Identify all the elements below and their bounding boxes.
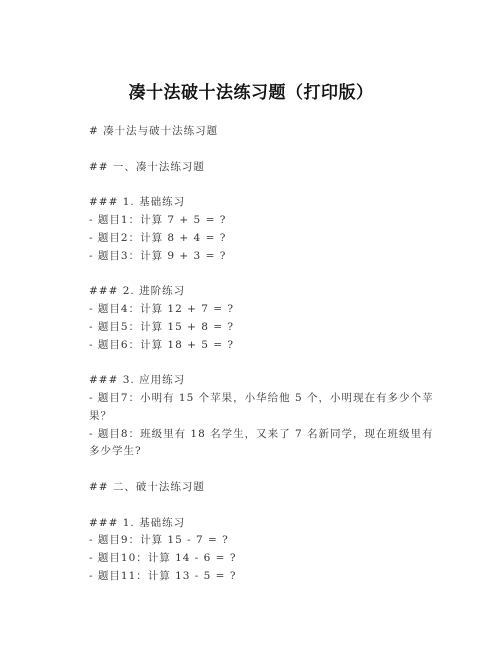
- section-heading: ## 二、破十法练习题: [89, 480, 205, 493]
- blank-line: [89, 141, 434, 159]
- exercise-item: - 题目9：计算 15 - 7 = ?: [89, 534, 229, 547]
- heading-main: # 凑十法与破十法练习题: [89, 125, 219, 137]
- exercise-item: - 题目1：计算 7 + 5 = ?: [89, 213, 227, 226]
- exercise-item: - 题目4：计算 12 + 7 = ?: [89, 302, 235, 315]
- exercise-item: - 题目2：计算 8 + 4 = ?: [89, 231, 227, 244]
- blank-line: [89, 461, 434, 479]
- blank-line: [89, 176, 434, 194]
- exercise-item: - 题目3：计算 9 + 3 = ?: [89, 249, 227, 262]
- blank-line: [89, 265, 434, 283]
- exercise-item: - 题目7：小明有 15 个苹果，小华给他 5 个，小明现在有多少个苹果？: [89, 391, 434, 422]
- blank-line: [89, 354, 434, 372]
- section-heading: ## 一、凑十法练习题: [89, 160, 205, 173]
- subsection-heading: ### 3. 应用练习: [89, 374, 186, 387]
- subsection-heading: ### 1. 基础练习: [89, 196, 186, 209]
- subsection-heading: ### 2. 进阶练习: [89, 285, 186, 298]
- exercise-item: - 题目6：计算 18 + 5 = ?: [89, 338, 235, 351]
- exercise-item: - 题目5：计算 15 + 8 = ?: [89, 320, 235, 333]
- exercise-item: - 题目11：计算 13 - 5 = ?: [89, 569, 237, 582]
- blank-line: [89, 497, 434, 515]
- exercise-item: - 题目8：班级里有 18 名学生，又来了 7 名新同学，现在班级里有多少学生?: [89, 427, 434, 458]
- exercise-item: - 题目10：计算 14 - 6 = ?: [89, 552, 237, 565]
- subsection-heading: ### 1. 基础练习: [89, 516, 186, 529]
- document-title: 凑十法破十法练习题（打印版）: [128, 83, 374, 103]
- document-body: [89, 123, 434, 586]
